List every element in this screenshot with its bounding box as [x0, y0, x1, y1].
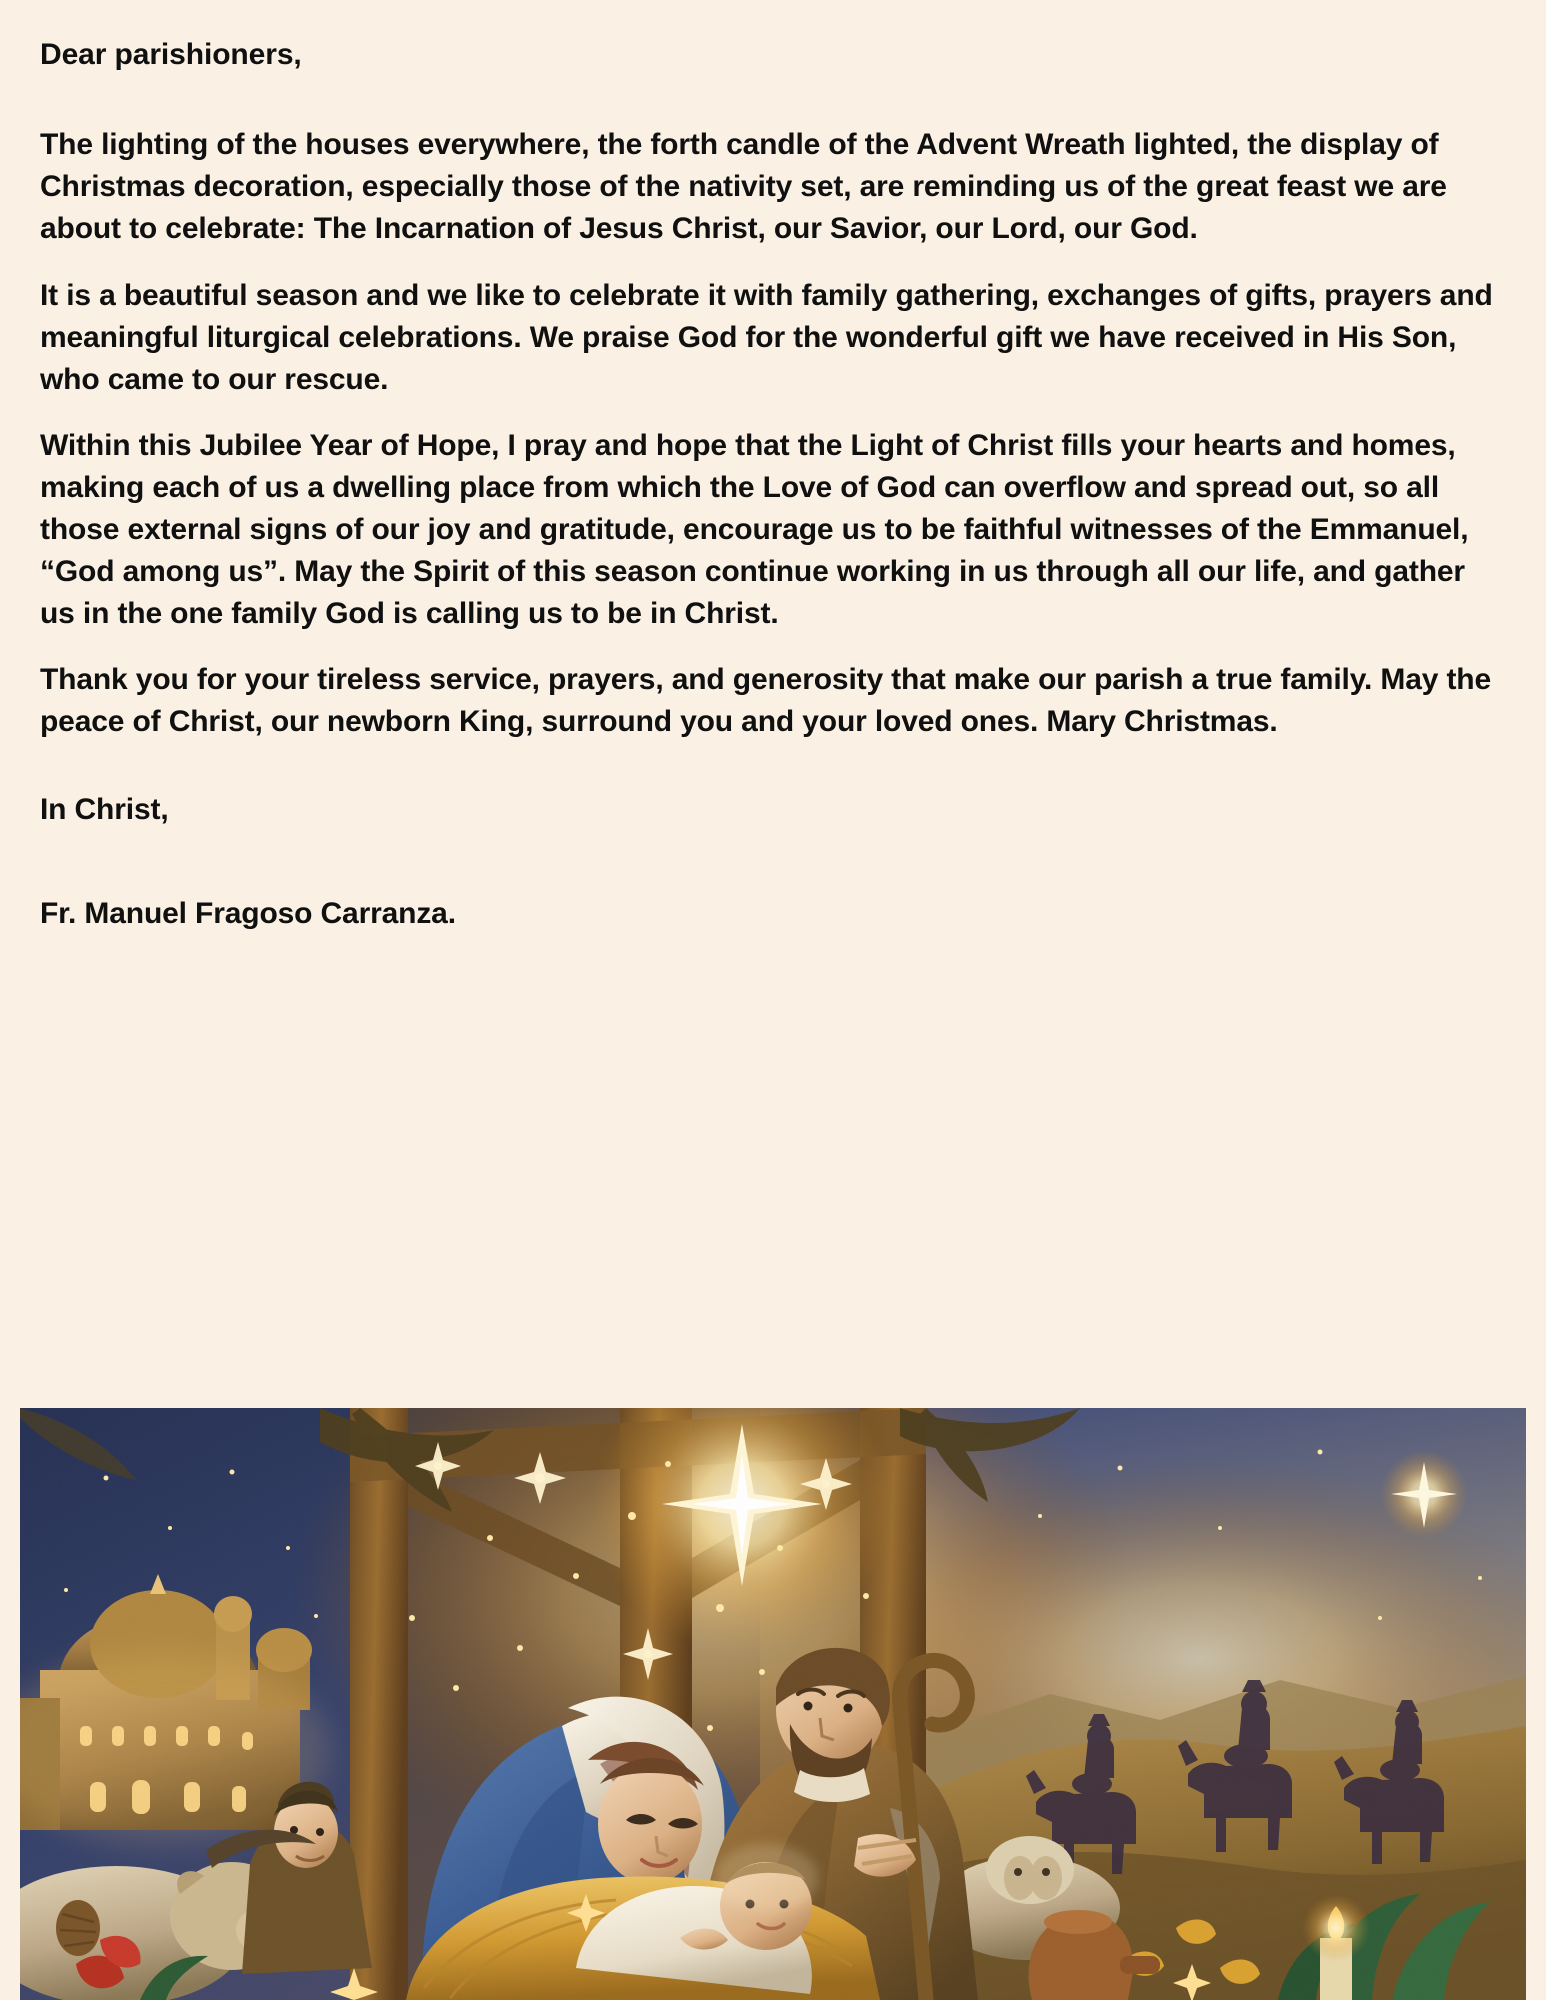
salutation: Dear parishioners, — [40, 38, 302, 71]
letter-body — [0, 0, 1546, 935]
letter-paragraph-1: The lighting of the houses everywhere, the forth candle of the Advent Wreath lighted, the display of Christmas decoration, especially those of the nativity set, are reminding us of the great feast we are about to celebrate: The Incarnation of Jesus Christ, our Savior, our Lord, our God. — [40, 128, 1447, 245]
letter-paragraph-4: Thank you for your tireless service, prayers, and generosity that make our parish a true family. May the peace of Christ, our newborn King, surround you and your loved ones. Mary Christmas. — [40, 663, 1492, 738]
image-grain — [20, 1408, 1526, 2000]
nativity-image-container — [20, 1408, 1526, 2000]
letter-paragraph-3: Within this Jubilee Year of Hope, I pray and hope that the Light of Christ fills your hearts and homes, making each of us a dwelling place from which the Love of God can overflow and spread out, so all those external signs of our joy and gratitude, encourage us to be faithful witnesses of the Emmanuel, “God among us”. May the Spirit of this season continue working in us through all our life, and gather us in the one family God is calling us to be in Christ. — [40, 429, 1469, 630]
nativity-scene-painting — [20, 1408, 1526, 2000]
sign-off: In Christ, — [40, 793, 169, 826]
signature-line: Fr. Manuel Fragoso Carranza. — [40, 897, 456, 930]
letter-paragraph-2: It is a beautiful season and we like to celebrate it with family gathering, exchanges of gifts, prayers and meaningful liturgical celebrations. We praise God for the wonderful gift we have received in His Son, who came to our rescue. — [40, 279, 1493, 396]
